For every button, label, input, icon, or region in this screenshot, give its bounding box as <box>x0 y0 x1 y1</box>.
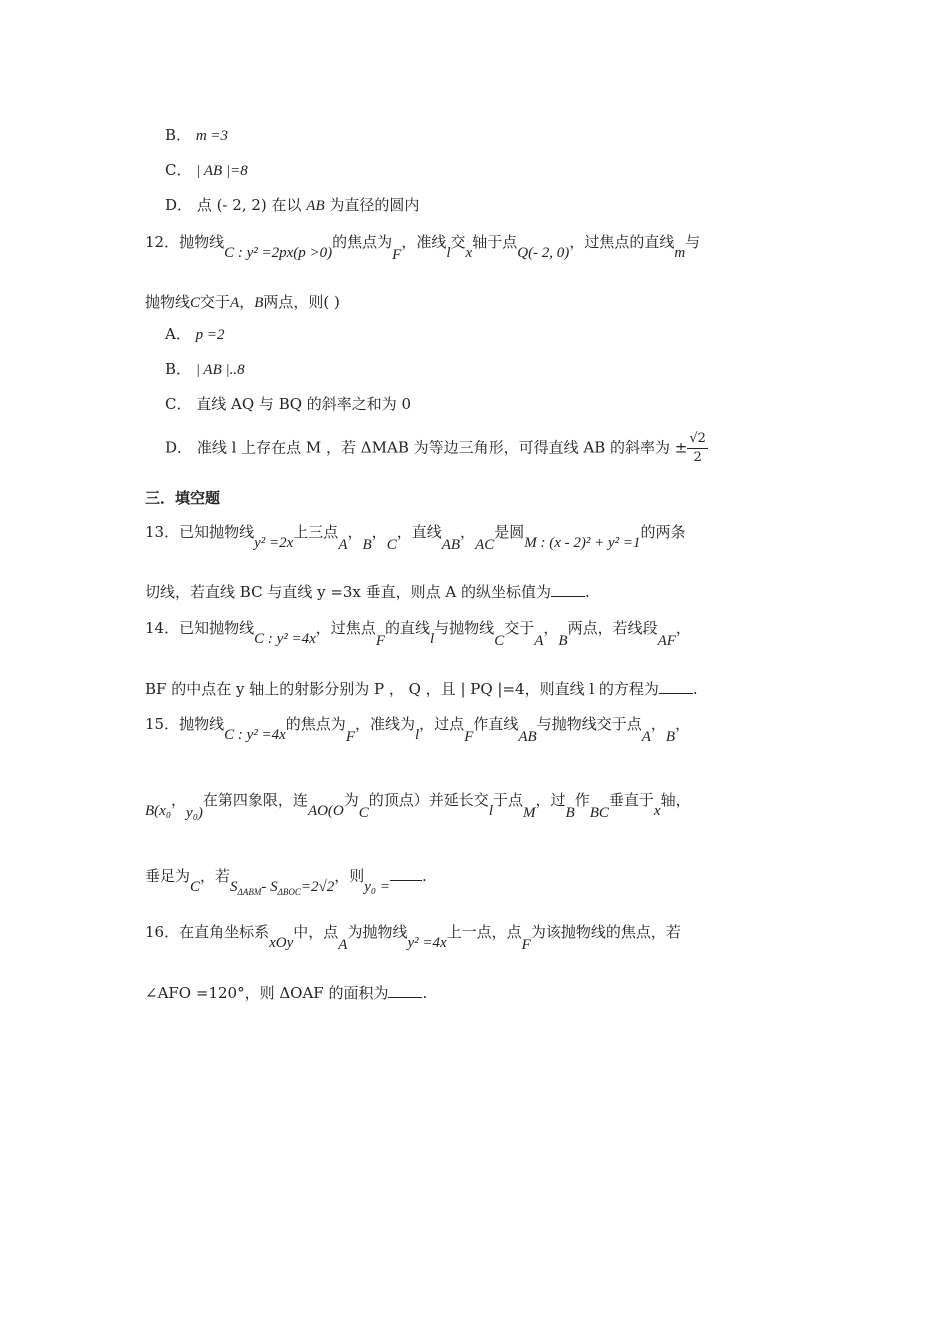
q16-line1: 16．在直角坐标系xOy中，点A为抛物线y² =4x上一点，点F为该抛物线的焦点，若 <box>145 923 681 953</box>
q14-line2: BF 的中点在 y 轴上的射影分别为 P ， Q ，且 | PQ |=4，则直线 l 的方程为 . <box>145 680 698 698</box>
q11-option-b: B． m =3 <box>165 126 229 144</box>
q12-line2: 抛物线C交于A，B两点，则( ) <box>145 293 340 311</box>
q15-line3: 垂足为C，若$S_{\Delta ABM}-$ $S_{\Delta BOC}=2√2$，则y₀ =. <box>145 867 427 897</box>
q12-line1: 12．抛物线C : y² =2px(p >0)的焦点为F，准线l交x轴于点Q(- 2, 0)，过焦点的直线m与 <box>145 233 701 263</box>
q12-option-d: D． 准线 l 上存在点 M ，若 ΔMAB 为等边三角形，可得直线 AB 的斜率为 ± $\frac{√2}{2}$ <box>165 431 706 465</box>
answer-blank <box>551 582 585 597</box>
q11-option-c: C． | AB |=8 <box>165 161 248 179</box>
q12-option-c: C． 直线 AQ 与 BQ 的斜率之和为 0 <box>165 395 412 413</box>
q15-line2: B(x₀，y₀)在第四象限，连AO(O为C的顶点）并延长交l于点M，过B作BC垂直于x轴， <box>145 791 691 821</box>
q12-option-b: B． | AB |..8 <box>165 360 245 378</box>
slope-fraction: $\frac{√2}{2}$ <box>689 431 706 465</box>
answer-blank <box>388 983 422 998</box>
q12-option-a: A． p =2 <box>165 325 225 343</box>
q13-line2: 切线，若直线 BC 与直线 y =3x 垂直，则点 A 的纵坐标值为 . <box>145 583 590 601</box>
answer-blank <box>390 878 422 881</box>
q15-line1: 15．抛物线C : y² =4x的焦点为F，准线为l，过点F作直线AB与抛物线交于点A，B， <box>145 715 691 745</box>
q14-line1: 14．已知抛物线C : y² =4x，过焦点F的直线l与抛物线C交于A，B两点，若线段AF， <box>145 619 691 649</box>
section-title: 三．填空题 <box>145 489 221 507</box>
answer-blank <box>659 679 693 694</box>
q13-line1: 13．已知抛物线y² =2x上三点A，B，C，直线AB，AC是圆M : (x - 2)² + y² =1的两条 <box>145 523 686 553</box>
q16-line2: ∠AFO =120°，则 ΔOAF 的面积为 . <box>145 984 428 1002</box>
q11-option-d: D． 点 (- 2, 2) 在以 AB 为直径的圆内 <box>165 196 420 214</box>
